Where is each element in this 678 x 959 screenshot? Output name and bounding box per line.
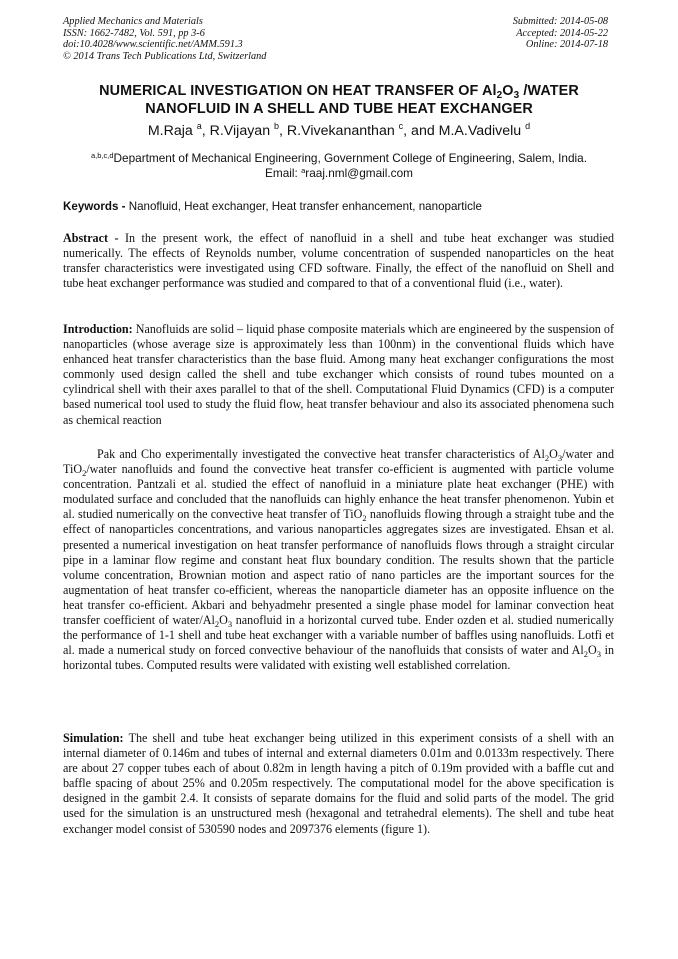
keywords-label: Keywords - xyxy=(63,200,129,213)
journal-info xyxy=(63,16,266,62)
affiliation xyxy=(40,151,638,181)
email-link[interactable]: raaj.nml@gmail.com xyxy=(305,166,413,180)
abstract-label: Abstract - xyxy=(63,231,125,245)
abstract xyxy=(63,231,614,291)
email-line: Email: $^a$raaj.nml@gmail.com xyxy=(265,166,413,180)
department-line: $^{a,b,c,d}$Department of Mechanical Engineering, Government College of Engineering, Salem, India. xyxy=(91,151,587,165)
doi-line: doi:10.4028/www.scientific.net/AMM.591.3 xyxy=(63,39,243,51)
introduction-paragraph-1: Introduction: Nanofluids are solid – liquid phase composite materials which are engineered by the suspension of nanoparticles (whose average size is approximately less than 100nm) in the conventional fluids which have enhanced heat transfer characteristics than the base fluid. Among many heat exchanger configurations the most commonly used design called the shell and tube exchanger which consists of round tubes mounted on a cylindrical shell with their axes parallel to that of the shell. Computational Fluid Dynamics (CFD) is a computer based numerical tool used to study the fluid flow, heat transfer behaviour and also its associated phenomena such as chemical reaction xyxy=(63,322,614,427)
title-line-1: NUMERICAL INVESTIGATION ON HEAT TRANSFER OF $Al_2O_3$ /WATER xyxy=(99,83,579,101)
simulation-label: Simulation: xyxy=(63,731,129,745)
keywords-text: Nanofluid, Heat exchanger, Heat transfer enhancement, nanoparticle xyxy=(128,200,482,213)
simulation-paragraph: Simulation: The shell and tube heat exchanger being utilized in this experiment consists of a shell with an internal diameter of 0.146m and tubes of internal and external diameters 0.01m and 0.0133m respectively. There are about 27 copper tubes each of about 0.82m in length having a pitch of 0.19m provided with a baffle cut and baffle spacing of about 25% and 0.205m respectively. The computational model for the above specification is designed in the gambit 2.4. It consists of separate domains for the fluid and solid parts of the model. The grid used for the simulation is an unstructured mesh (hexagonal and tetrahedral elements). The shell and tube heat exchanger model consist of 530590 nodes and 2097376 elements (figure 1). xyxy=(63,731,614,836)
publication-dates xyxy=(513,16,608,51)
introduction-paragraph-2: Pak and Cho experimentally investigated the convective heat transfer characteristics of $Al_2O_3$/water and TiO$_2$/water nanofluids and found the convective heat transfer co-efficient is augmented with particle volume concentration. Pantzali et al. studied the effect of nanofluid in a miniature plate heat exchanger (PHE) with modulated surface and concluded that the nanofluids can highly enhance the heat transfer phenomenon. Yubin et al. studied numerically on the convective heat transfer of TiO$_2$ nanofluids flowing through a straight tube and the effect of nanoparticles concentrations, and various nanoparticles aggregates sizes are investigated. Ehsan et al. presented a numerical investigation on heat transfer performance of nanofluids flows through a straight circular pipe in a laminar flow regime and constant heat flux boundary condition. The results shown that the particle volume concentration, Brownian motion and aspect ratio of nano particles are the important sources for the augmentation of heat transfer co-efficient, whereas the nanoparticle diameter has an opposite influence on the heat transfer co-efficient. Akbari and behyadmehr presented a single phase model for laminar convection heat transfer coefficient of water/$Al_2O_3$ nanofluid in a horizontal curved tube. Ender ozden et al. studied numerically the performance of 1-1 shell and tube heat exchanger with a variable number of baffles using nanofluids. Lotfi et al. made a numerical study on forced convective behaviour of the nanofluids that consists of water and $Al_2O_3$ in horizontal tubes. Computed results were validated with existing well established correlation. xyxy=(63,447,614,673)
journal-name: Applied Mechanics and Materials xyxy=(63,16,203,27)
copyright-line: © 2014 Trans Tech Publications Ltd, Switzerland xyxy=(63,50,267,62)
keywords xyxy=(63,200,623,213)
accepted-date: Accepted: 2014-05-22 xyxy=(516,27,608,39)
author-list: M.Raja $^a$, R.Vijayan $^b$, R.Vivekananthan $^c$, and M.A.Vadivelu $^d$ xyxy=(147,121,531,139)
online-date: Online: 2014-07-18 xyxy=(525,39,608,51)
introduction-label: Introduction: xyxy=(63,322,136,336)
paper-title xyxy=(40,82,638,118)
issn-line: ISSN: 1662-7482, Vol. 591, pp 3-6 xyxy=(63,27,205,39)
abstract-text: In the present work, the effect of nanofluid in a shell and tube heat exchanger was studied numerically. The effects of Reynolds number, volume concentration of suspended nanoparticles on the heat transfer characteristics were investigated using CFD software. Finally, the effect of the nanofluid on Shell and tube heat exchanger performance was studied and compared to that of a conventional fluid (i.e., water). xyxy=(63,231,615,291)
title-line-2: NANOFLUID IN A SHELL AND TUBE HEAT EXCHANGER xyxy=(145,101,533,117)
submitted-date: Submitted: 2014-05-08 xyxy=(512,16,608,27)
